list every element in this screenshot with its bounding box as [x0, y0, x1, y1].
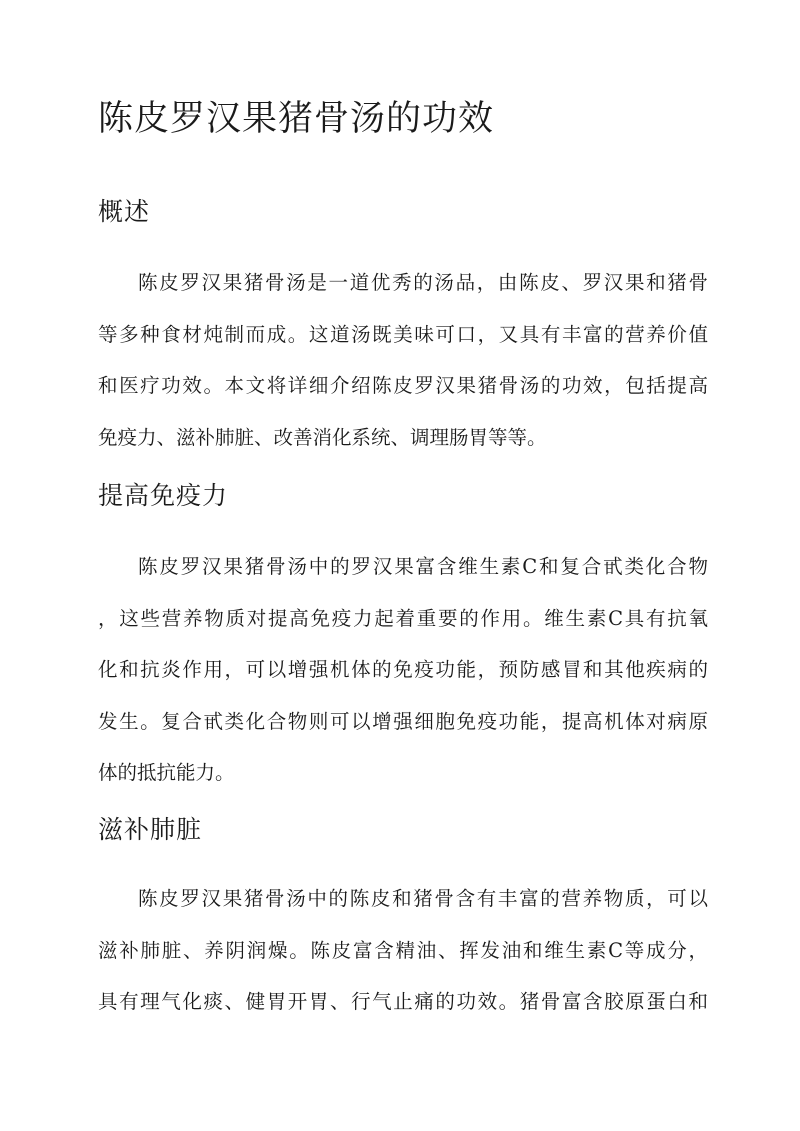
section-heading-overview: 概述	[98, 197, 151, 226]
paragraph-line: 体的抵抗能力。	[98, 761, 235, 784]
paragraph-line: 陈皮罗汉果猪骨汤是一道优秀的汤品，由陈皮、罗汉果和猪骨	[138, 271, 708, 294]
paragraph-line: 免疫力、滋补肺脏、改善消化系统、调理肠胃等等。	[98, 425, 547, 449]
section-heading-lung: 滋补肺脏	[98, 815, 203, 844]
paragraph-line: 发生。复合甙类化合物则可以增强细胞免疫功能，提高机体对病原	[98, 709, 708, 733]
section-paragraph-overview	[98, 257, 708, 463]
document-title: 陈皮罗汉果猪骨汤的功效	[98, 99, 495, 139]
paragraph-line: 陈皮罗汉果猪骨汤中的罗汉果富含维生素C和复合甙类化合物	[138, 555, 708, 578]
section-paragraph-lung	[98, 873, 708, 1028]
section-heading-immunity: 提高免疫力	[98, 481, 229, 510]
paragraph-line: ，这些营养物质对提高免疫力起着重要的作用。维生素C具有抗氧	[98, 606, 708, 630]
paragraph-line: 陈皮罗汉果猪骨汤中的陈皮和猪骨含有丰富的营养物质，可以	[138, 887, 708, 910]
paragraph-line: 等多种食材炖制而成。这道汤既美味可口，又具有丰富的营养价值	[98, 322, 708, 346]
paragraph-line: 化和抗炎作用，可以增强机体的免疫功能，预防感冒和其他疾病的	[98, 658, 708, 681]
paragraph-line: 具有理气化痰、健胃开胃、行气止痛的功效。猪骨富含胶原蛋白和	[98, 990, 708, 1013]
paragraph-line: 滋补肺脏、养阴润燥。陈皮富含精油、挥发油和维生素C等成分，	[98, 938, 708, 962]
paragraph-line: 和医疗功效。本文将详细介绍陈皮罗汉果猪骨汤的功效，包括提高	[98, 374, 708, 397]
section-paragraph-immunity	[98, 541, 708, 799]
